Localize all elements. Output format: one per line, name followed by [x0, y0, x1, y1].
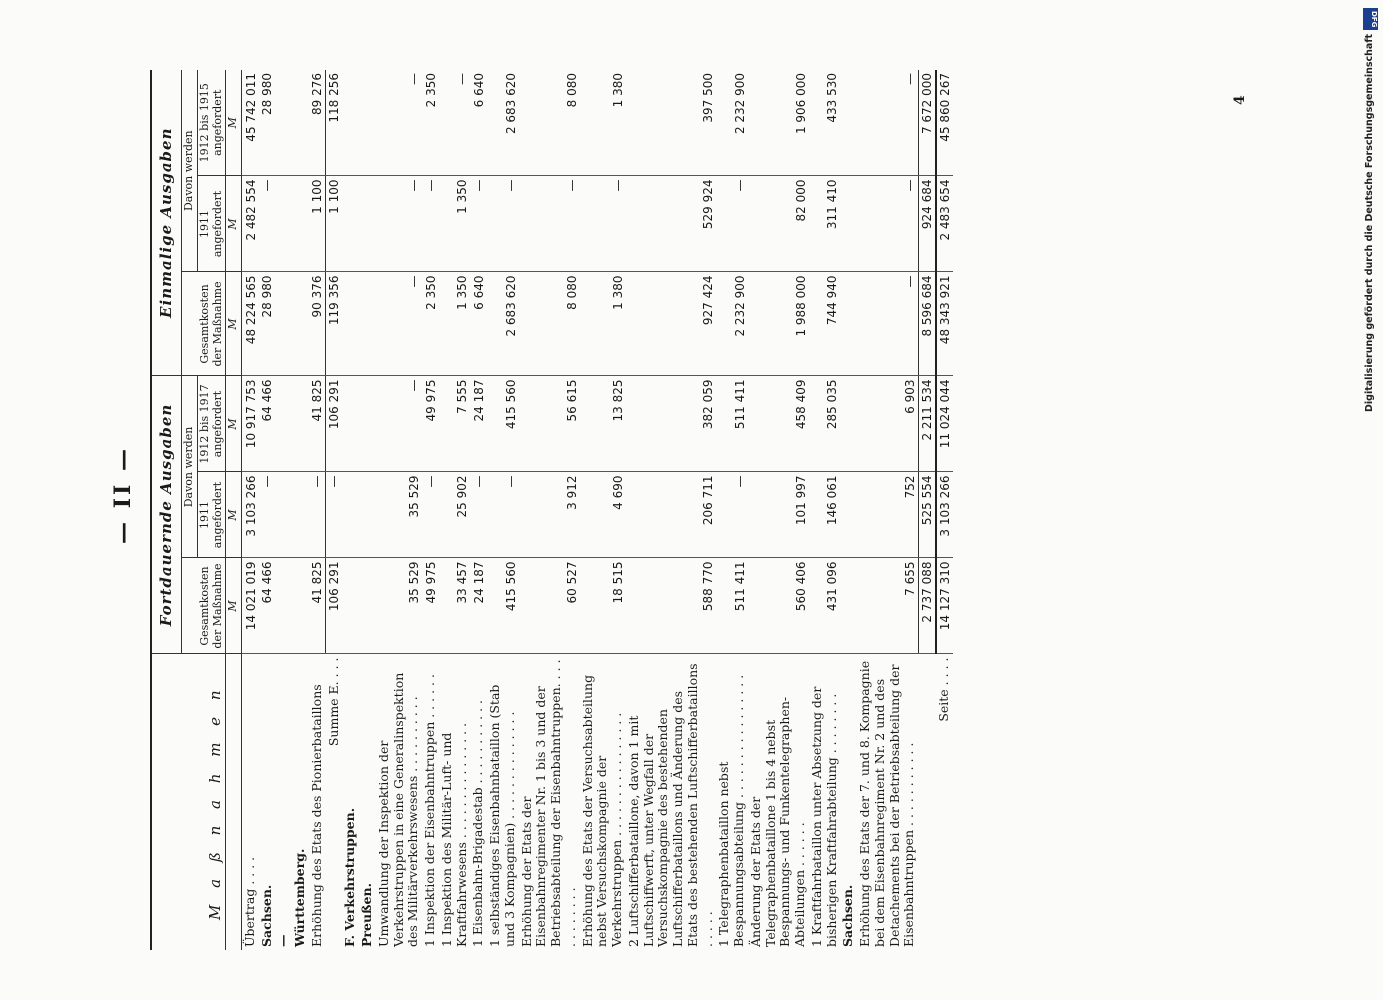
cell-f11: 752 [857, 472, 918, 558]
unit-label: M [226, 176, 242, 272]
cell-f12: 2 211 534 [918, 376, 936, 472]
cell-fg: 35 529 [376, 558, 422, 654]
cell-f12: 382 059 [626, 376, 717, 472]
table-row [840, 70, 857, 950]
cell-e11: 1 100 [309, 176, 326, 272]
cell-e12: 45 860 267 [936, 70, 953, 176]
table-row [259, 70, 276, 950]
cell-e12: 397 500 [626, 70, 717, 176]
row-label: 1 Kraftfahrbataillon unter Absetzung der bisherigen Kraftfahrabteilung . . . . . . . . [808, 686, 839, 947]
cell-f12: 106 291 [326, 376, 343, 472]
row-label [918, 654, 936, 950]
cell-fg: 431 096 [809, 558, 841, 654]
table-row [716, 70, 748, 950]
cell-f12 [359, 376, 376, 472]
cell-e11: 529 924 [626, 176, 717, 272]
table-row [857, 70, 918, 950]
cell-fg: 511 411 [716, 558, 748, 654]
cell-eg [359, 272, 376, 376]
cell-eg: — [376, 272, 422, 376]
cell-f11 [359, 472, 376, 558]
cell-f11: 525 554 [918, 472, 936, 558]
cell-e11: — [470, 176, 487, 272]
cell-e11: 2 483 654 [936, 176, 953, 272]
row-label: Sachsen. [258, 884, 274, 947]
cell-e11: — [519, 176, 580, 272]
cell-e12: — [376, 70, 422, 176]
table-row [422, 70, 439, 950]
cell-e12 [359, 70, 376, 176]
cell-eg: 1 988 000 [748, 272, 809, 376]
budget-table [150, 70, 953, 950]
table-row [470, 70, 487, 950]
table-row [439, 70, 471, 950]
cell-e12: 1 380 [580, 70, 626, 176]
header-fortdauernde: Fortdauernde Ausgaben [151, 376, 182, 654]
cell-f12: 56 615 [519, 376, 580, 472]
header-1912-1915: 1912 bis 1915 angefordert [197, 70, 225, 176]
row-label: 2 Luftschifferbataillone, davon 1 mit Luftschiffwerft, unter Wegfall der Versuchskompagnie des bestehenden Luftschifferbataillons und Änderung des Etats des bestehenden Luftschifferbataillons . . . . . [625, 663, 715, 947]
rotated-table-page [110, 70, 1248, 950]
cell-e11: 1 350 [439, 176, 471, 272]
cell-f12: 7 555 [439, 376, 471, 472]
cell-eg [292, 272, 309, 376]
cell-f12 [342, 376, 359, 472]
row-label: Erhöhung des Etats der Versuchsabteilung nebst Versuchskompagnie der Verkehrstruppen . . . . . . . . . . . . . . . . [579, 674, 625, 947]
row-label: Umwandlung der Inspektion der Verkehrstruppen in eine Generalinspektion des Militärverkehrswesens . . . . . . . . . . [375, 672, 421, 947]
table-row [487, 70, 519, 950]
cell-e12 [275, 70, 292, 176]
table-row [359, 70, 376, 950]
cell-f12 [275, 376, 292, 472]
cell-f11 [840, 472, 857, 558]
header-davon-f: Davon werden [182, 376, 198, 558]
cell-fg [275, 558, 292, 654]
table-row [809, 70, 841, 950]
cell-eg: 1 350 [439, 272, 471, 376]
cell-f12 [840, 376, 857, 472]
cell-fg [359, 558, 376, 654]
cell-fg: 106 291 [326, 558, 343, 654]
row-label: Sachsen. [840, 884, 856, 947]
cell-f12: 6 903 [857, 376, 918, 472]
cell-fg: 49 975 [422, 558, 439, 654]
table-row [580, 70, 626, 950]
cell-e12: 89 276 [309, 70, 326, 176]
page-number: — II — [110, 446, 136, 544]
cell-fg: 14 127 310 [936, 558, 953, 654]
cell-fg: 41 825 [309, 558, 326, 654]
cell-fg [342, 558, 359, 654]
unit-label: M [226, 376, 242, 472]
table-row [275, 70, 292, 950]
table-row [292, 70, 309, 950]
header-1911-e: 1911 angefordert [197, 176, 225, 272]
cell-e11 [840, 176, 857, 272]
cell-e11: 311 410 [809, 176, 841, 272]
dfg-logo: DFG [1363, 8, 1378, 30]
cell-f12: 511 411 [716, 376, 748, 472]
cell-f12: 24 187 [470, 376, 487, 472]
cell-eg [275, 272, 292, 376]
cell-fg [840, 558, 857, 654]
cell-eg [840, 272, 857, 376]
cell-e12 [342, 70, 359, 176]
cell-e11: — [487, 176, 519, 272]
cell-eg [342, 272, 359, 376]
cell-e12: 8 080 [519, 70, 580, 176]
table-row [342, 70, 359, 950]
header-einmalige: Einmalige Ausgaben [151, 70, 182, 376]
table-body [241, 70, 952, 950]
cell-e11 [275, 176, 292, 272]
cell-e11: 82 000 [748, 176, 809, 272]
cell-e12: 433 530 [809, 70, 841, 176]
cell-eg: 2 350 [422, 272, 439, 376]
cell-e12: 28 980 [259, 70, 276, 176]
table-row [748, 70, 809, 950]
row-label: Erhöhung der Etats der Eisenbahnregimenter Nr. 1 bis 3 und der Betriebsabteilung der Eisenbahntruppen. . . . . . . . . . . . [518, 659, 578, 947]
unit-label: M [226, 272, 242, 376]
cell-fg: 24 187 [470, 558, 487, 654]
cell-e12: 2 232 900 [716, 70, 748, 176]
cell-e12: 2 683 620 [487, 70, 519, 176]
cell-eg: 48 224 565 [241, 272, 258, 376]
cell-f11: 3 103 266 [241, 472, 258, 558]
header-davon-e: Davon werden [182, 70, 198, 272]
cell-eg: 48 343 921 [936, 272, 953, 376]
cell-fg: 64 466 [259, 558, 276, 654]
cell-e12: 7 672 000 [918, 70, 936, 176]
table-row [626, 70, 717, 950]
cell-eg: 119 356 [326, 272, 343, 376]
cell-f12: 285 035 [809, 376, 841, 472]
cell-f11 [292, 472, 309, 558]
cell-fg: 14 021 019 [241, 558, 258, 654]
row-label: 1 Eisenbahn-Brigadestab . . . . . . . . . . . [470, 699, 486, 947]
cell-f11: — [470, 472, 487, 558]
cell-f11: 4 690 [580, 472, 626, 558]
cell-e11 [359, 176, 376, 272]
cell-e12 [840, 70, 857, 176]
cell-eg: 8 596 684 [918, 272, 936, 376]
row-label: 1 Inspektion des Militär-Luft- und Kraftfahrwesens . . . . . . . . . . . . . . . [438, 722, 469, 947]
cell-f11: 35 529 [376, 472, 422, 558]
cell-fg: 588 770 [626, 558, 717, 654]
header-1911-f: 1911 angefordert [197, 472, 225, 558]
table-row [309, 70, 326, 950]
cell-eg: — [857, 272, 918, 376]
cell-e11: 924 684 [918, 176, 936, 272]
cell-eg: 927 424 [626, 272, 717, 376]
cell-eg: 744 940 [809, 272, 841, 376]
cell-e12: — [857, 70, 918, 176]
cell-e11: — [376, 176, 422, 272]
table-row [376, 70, 422, 950]
cell-e12: — [439, 70, 471, 176]
cell-f11: — [309, 472, 326, 558]
cell-fg: 60 527 [519, 558, 580, 654]
cell-f11: — [422, 472, 439, 558]
row-label: 1 selbständiges Eisenbahnbataillon (Stab und 3 Kompagnien) . . . . . . . . . . . . . . [487, 684, 517, 947]
cell-f11: — [716, 472, 748, 558]
cell-e11: 2 482 554 [241, 176, 258, 272]
cell-eg: 6 640 [470, 272, 487, 376]
header-massnahmen: M a ß n a h m e n [151, 654, 226, 950]
table-row [519, 70, 580, 950]
cell-e12: 45 742 011 [241, 70, 258, 176]
unit-label: M [226, 70, 242, 176]
cell-f12: — [376, 376, 422, 472]
cell-f12: 41 825 [309, 376, 326, 472]
table-row [918, 70, 936, 950]
cell-f11: 101 997 [748, 472, 809, 558]
header-1912-1917: 1912 bis 1917 angefordert [197, 376, 225, 472]
cell-e11: — [259, 176, 276, 272]
cell-fg: 2 737 088 [918, 558, 936, 654]
cell-e12 [292, 70, 309, 176]
cell-fg: 560 406 [748, 558, 809, 654]
cell-eg: 2 232 900 [716, 272, 748, 376]
header-gesamtkosten-f: Gesamtkosten der Maßnahme [182, 558, 226, 654]
cell-e12: 6 640 [470, 70, 487, 176]
cell-f12: 49 975 [422, 376, 439, 472]
cell-f12: 64 466 [259, 376, 276, 472]
cell-f11: — [487, 472, 519, 558]
row-label: Seite . . . . [935, 657, 951, 722]
cell-e11 [342, 176, 359, 272]
cell-eg: 1 380 [580, 272, 626, 376]
cell-e12: 118 256 [326, 70, 343, 176]
row-label: Erhöhung des Etats der 7. und 8. Kompagnie bei dem Eisenbahnregiment Nr. 2 und des Detachements bei der Betriebsabteilung der Eisenbahntruppen . . . . . . . . . . . [857, 660, 917, 947]
unit-label: M [226, 558, 242, 654]
cell-fg [292, 558, 309, 654]
digitization-credit: Digitalisierung gefördert durch die Deutsche Forschungsgemeinschaft [1364, 34, 1375, 412]
row-label: 1 Telegraphenbataillon nebst Bespannungsabteilung . . . . . . . . . . . . . . . . [716, 674, 747, 947]
cell-fg: 7 655 [857, 558, 918, 654]
cell-f11: 3 912 [519, 472, 580, 558]
signature-mark: 4 [1232, 95, 1248, 105]
row-label: Änderung der Etats der Telegraphenbataillone 1 bis 4 nebst Bespannungs- und Funkentelegraphen-Abteilungen . . . . . . [747, 696, 808, 947]
row-label: 1 Inspektion der Eisenbahntruppen . . . . . . [422, 674, 438, 947]
cell-e11: 1 100 [326, 176, 343, 272]
row-label: Württemberg. [292, 848, 308, 947]
row-label: F. Verkehrstruppen. [342, 807, 358, 947]
cell-f12: 415 560 [487, 376, 519, 472]
unit-label: M [226, 472, 242, 558]
table-row [241, 70, 258, 950]
cell-e11: — [580, 176, 626, 272]
table-row [936, 70, 953, 950]
cell-f11: 206 711 [626, 472, 717, 558]
cell-f11: 3 103 266 [936, 472, 953, 558]
cell-f12: 11 024 044 [936, 376, 953, 472]
row-label: Übertrag . . . . [241, 856, 257, 947]
cell-e11: — [422, 176, 439, 272]
cell-fg: 18 515 [580, 558, 626, 654]
cell-f11 [342, 472, 359, 558]
cell-f12 [292, 376, 309, 472]
cell-eg: 8 080 [519, 272, 580, 376]
row-label: — [275, 934, 291, 947]
cell-f11: — [326, 472, 343, 558]
cell-e12: 2 350 [422, 70, 439, 176]
row-label: Preußen. [359, 883, 375, 947]
cell-e11: — [716, 176, 748, 272]
cell-eg: 90 376 [309, 272, 326, 376]
cell-f11: — [259, 472, 276, 558]
table-row [326, 70, 343, 950]
digitization-note [1363, 8, 1379, 412]
cell-f11 [275, 472, 292, 558]
cell-f11: 146 061 [809, 472, 841, 558]
cell-eg: 2 683 620 [487, 272, 519, 376]
cell-f12: 10 917 753 [241, 376, 258, 472]
cell-e11: — [857, 176, 918, 272]
row-label: Summe E. . . . [325, 657, 341, 747]
cell-f11: 25 902 [439, 472, 471, 558]
header-gesamtkosten-e: Gesamtkosten der Maßnahme [182, 272, 226, 376]
cell-fg: 415 560 [487, 558, 519, 654]
cell-f12: 13 825 [580, 376, 626, 472]
row-label: Erhöhung des Etats des Pionierbataillons [308, 684, 324, 947]
cell-e12: 1 906 000 [748, 70, 809, 176]
cell-e11 [292, 176, 309, 272]
cell-eg: 28 980 [259, 272, 276, 376]
cell-f12: 458 409 [748, 376, 809, 472]
cell-fg: 33 457 [439, 558, 471, 654]
